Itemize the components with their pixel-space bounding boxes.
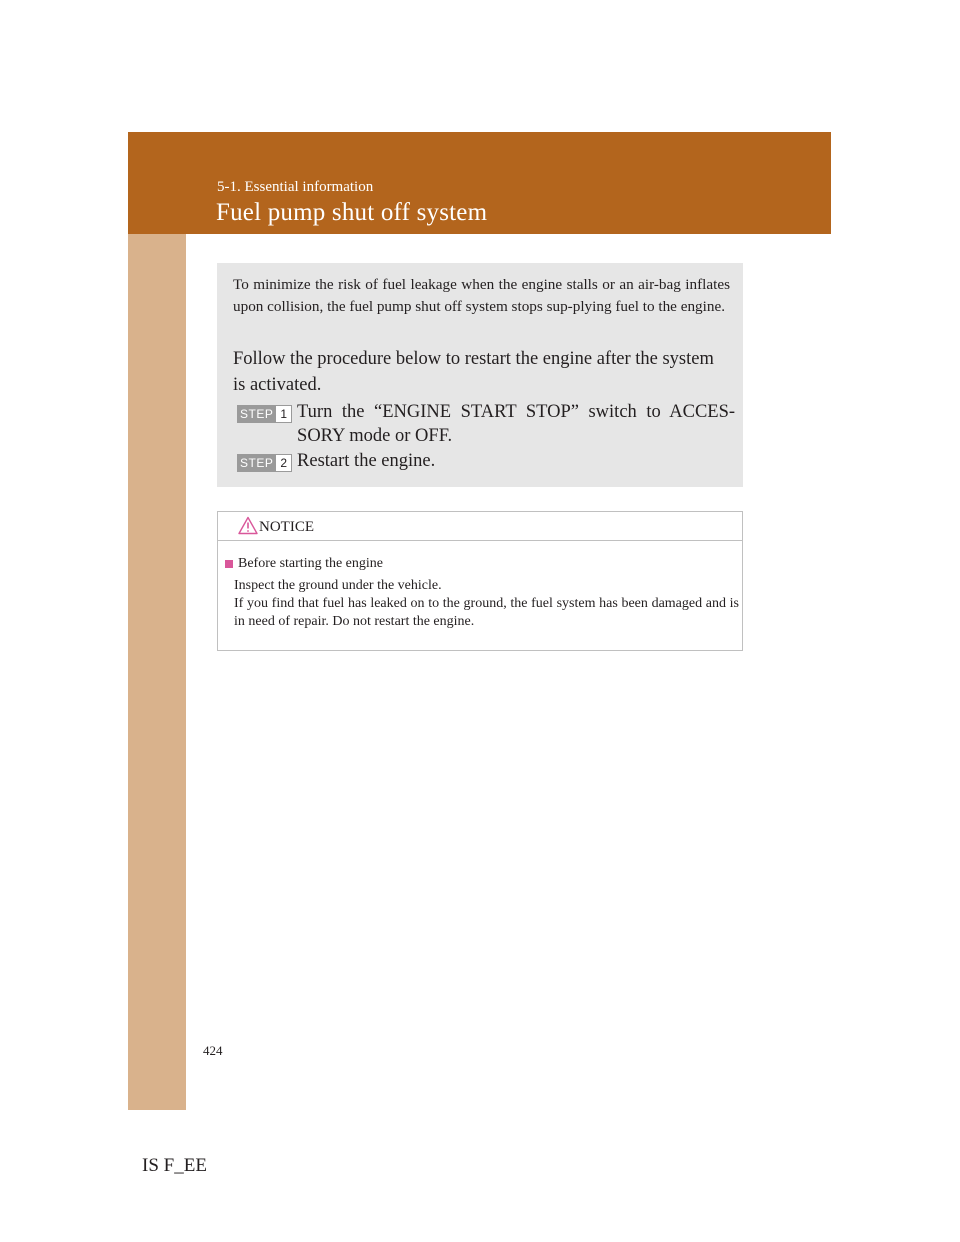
warning-triangle-icon <box>238 516 258 535</box>
notice-bullet-title: Before starting the engine <box>238 556 384 571</box>
intro-description: To minimize the risk of fuel leakage when the engine stalls or an air-bag inflates upon collision, the fuel pump shut off system stops sup-plying fuel to the engine. <box>233 276 730 315</box>
intro-box <box>217 263 743 487</box>
notice-line: Inspect the ground under the vehicle. <box>234 578 442 593</box>
side-band <box>128 132 186 1110</box>
step-1 <box>237 400 735 448</box>
notice-bullet <box>225 556 383 572</box>
step-badge-label: STEP <box>238 406 276 422</box>
step-badge-label: STEP <box>238 455 276 471</box>
footer-code: IS F_EE <box>142 1155 207 1176</box>
step-badge-number: 2 <box>276 455 291 471</box>
notice-header <box>218 512 742 541</box>
section-label: 5-1. Essential information <box>217 179 374 195</box>
page-title: Fuel pump shut off system <box>216 199 488 226</box>
step-text: Turn the “ENGINE START STOP” switch to ACCES-SORY mode or OFF. <box>297 402 736 446</box>
step-2 <box>237 449 735 473</box>
step-badge-number: 1 <box>276 406 291 422</box>
step-badge <box>237 454 292 472</box>
page-number: 424 <box>203 1043 223 1058</box>
notice-box <box>217 511 743 651</box>
step-badge <box>237 405 292 423</box>
notice-label: NOTICE <box>259 519 314 535</box>
notice-line: If you find that fuel has leaked on to the ground, the fuel system has been damaged and is in need of repair. Do not restart the engine. <box>234 596 739 629</box>
procedure-text: Follow the procedure below to restart the engine after the system is activated. <box>233 349 714 395</box>
step-text: Restart the engine. <box>297 451 436 471</box>
bullet-square-icon <box>225 560 233 568</box>
notice-body <box>234 577 739 631</box>
